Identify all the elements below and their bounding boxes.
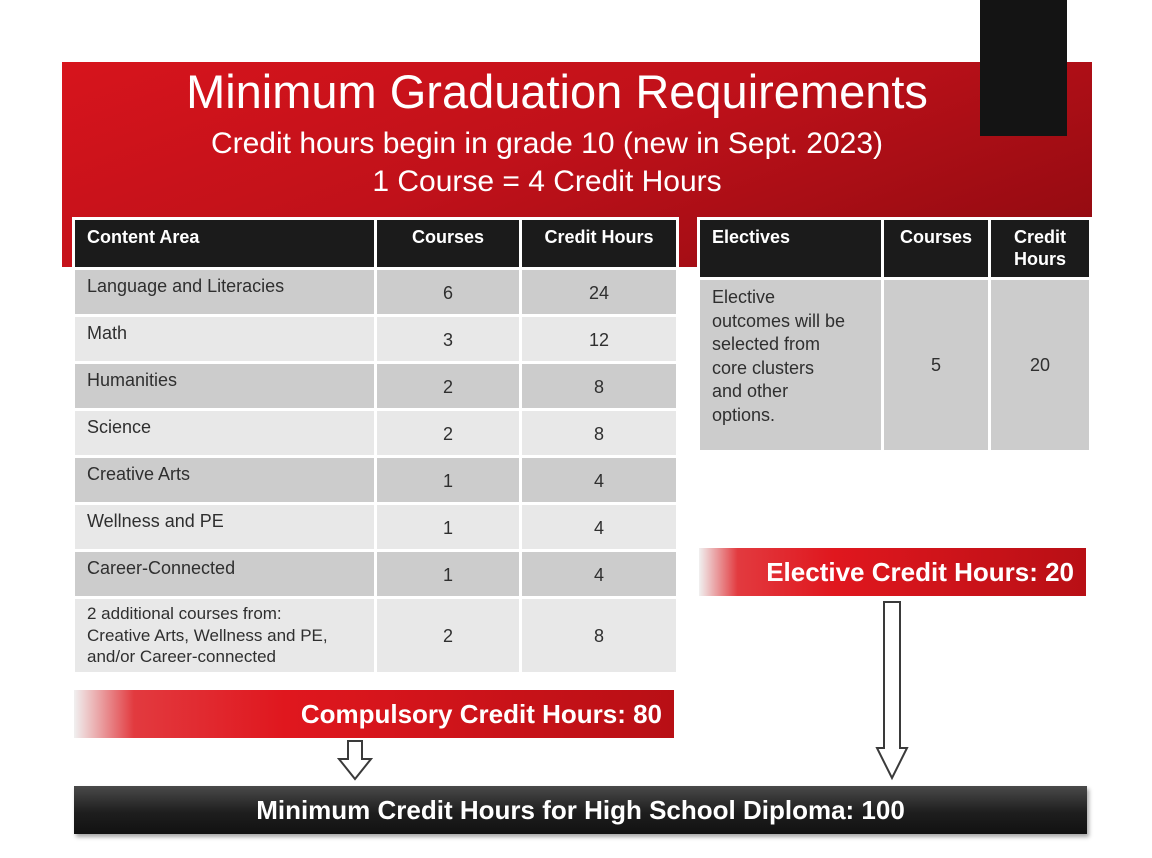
row-courses: 2	[376, 598, 521, 674]
table-row	[74, 410, 678, 457]
additional-line-1: 2 additional courses from:	[87, 604, 282, 623]
row-credit-hours: 4	[521, 457, 678, 504]
row-credit-hours: 4	[521, 504, 678, 551]
elective-desc-line-5: and other	[712, 381, 789, 401]
row-area: Humanities	[74, 363, 376, 410]
row-area: Science	[74, 410, 376, 457]
row-courses: 1	[376, 551, 521, 598]
row-credit-hours: 4	[521, 551, 678, 598]
table-header-row	[74, 219, 678, 269]
row-courses: 1	[376, 457, 521, 504]
elective-credit-hours: 20	[990, 279, 1091, 452]
additional-line-3: and/or Career-connected	[87, 647, 277, 666]
row-area: Career-Connected	[74, 551, 376, 598]
table-row	[74, 457, 678, 504]
header-credit-hours	[990, 219, 1091, 279]
header-credit-line-2: Hours	[1013, 249, 1066, 269]
diploma-minimum-total: Minimum Credit Hours for High School Diploma: 100	[74, 786, 1087, 834]
elective-credit-hours-total: Elective Credit Hours: 20	[699, 548, 1086, 596]
row-credit-hours: 8	[521, 410, 678, 457]
table-row	[74, 363, 678, 410]
elective-description	[699, 279, 883, 452]
table-row	[74, 551, 678, 598]
header-electives: Electives	[699, 219, 883, 279]
elective-desc-line-2: outcomes will be	[712, 310, 846, 331]
header-courses: Courses	[376, 219, 521, 269]
row-area: Math	[74, 316, 376, 363]
header-credit-hours: Credit Hours	[521, 219, 678, 269]
row-credit-hours: 12	[521, 316, 678, 363]
table-row	[74, 269, 678, 316]
row-courses: 1	[376, 504, 521, 551]
row-area: Creative Arts	[74, 457, 376, 504]
subtitle-course-equivalence: 1 Course = 4 Credit Hours	[372, 165, 722, 198]
compulsory-credit-hours-total: Compulsory Credit Hours: 80	[74, 690, 674, 738]
arrow-down-icon	[337, 739, 373, 783]
compulsory-requirements-table	[72, 217, 679, 675]
row-credit-hours: 24	[521, 269, 678, 316]
elective-desc-line-1: Elective	[712, 287, 776, 307]
row-courses: 3	[376, 316, 521, 363]
row-area-additional	[74, 598, 376, 674]
table-row	[74, 598, 678, 674]
arrow-down-icon	[875, 600, 909, 782]
additional-line-2: Creative Arts, Wellness and PE,	[87, 625, 328, 645]
table-row	[74, 316, 678, 363]
electives-table	[697, 217, 1092, 453]
header-courses: Courses	[883, 219, 990, 279]
row-credit-hours: 8	[521, 363, 678, 410]
subtitle-credit-hours: Credit hours begin in grade 10 (new in Sept. 2023)	[210, 127, 884, 160]
table-row	[699, 279, 1091, 452]
header-credit-line-1: Credit	[1013, 227, 1066, 247]
elective-courses: 5	[883, 279, 990, 452]
row-area: Wellness and PE	[74, 504, 376, 551]
row-area: Language and Literacies	[74, 269, 376, 316]
elective-desc-line-3: selected from	[712, 334, 821, 354]
page-title: Minimum Graduation Requirements	[186, 65, 928, 118]
table-row	[74, 504, 678, 551]
row-courses: 6	[376, 269, 521, 316]
header-content-area: Content Area	[74, 219, 376, 269]
row-courses: 2	[376, 363, 521, 410]
row-courses: 2	[376, 410, 521, 457]
elective-desc-line-4: core clusters	[712, 357, 815, 378]
elective-desc-line-6: options.	[712, 404, 776, 425]
row-credit-hours: 8	[521, 598, 678, 674]
elective-header-row	[699, 219, 1091, 279]
